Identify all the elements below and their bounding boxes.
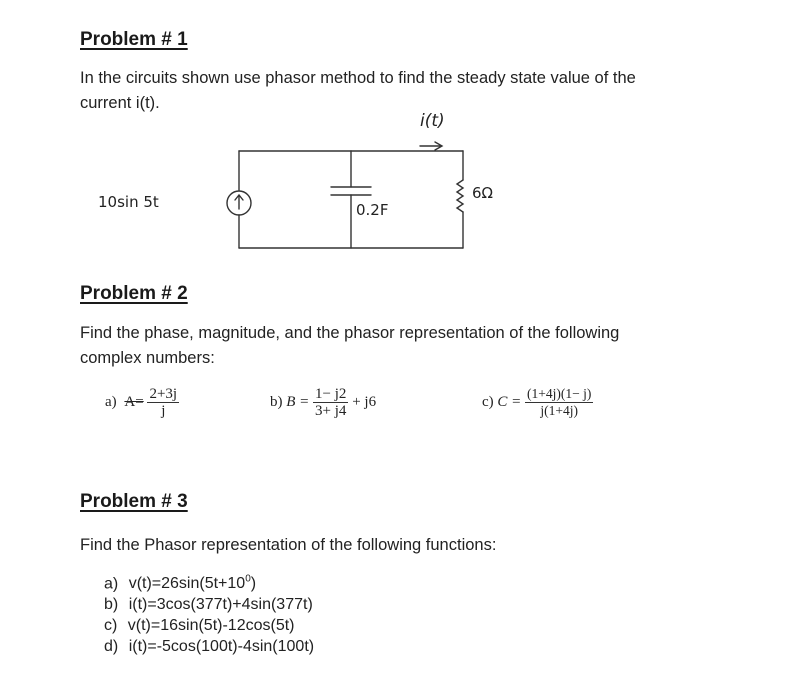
part-c-fraction <box>525 386 593 419</box>
problem-3-text: Find the Phasor representation of the following functions: <box>80 536 497 554</box>
capacitor-label: 0.2F <box>356 201 389 219</box>
problem-2-text-line2: complex numbers: <box>80 349 215 367</box>
item-d-label: d) <box>104 638 119 656</box>
degree-superscript: 0 <box>245 574 251 585</box>
part-c-denominator: j(1+4j) <box>540 403 579 418</box>
part-a-denominator: j <box>161 403 166 419</box>
problem-2-part-a <box>105 386 179 419</box>
list-item <box>104 569 314 594</box>
circuit-diagram <box>0 0 795 300</box>
item-a-label: a) <box>104 575 119 593</box>
part-a-label: a) <box>105 393 117 410</box>
problem-2-part-c <box>482 386 593 419</box>
problem-2-part-b <box>270 386 376 419</box>
problem-2-text-line1: Find the phase, magnitude, and the phasor representation of the following <box>80 324 620 342</box>
current-label: i(t) <box>420 111 445 131</box>
part-b-numerator: 1− j2 <box>315 386 347 402</box>
part-b-fraction <box>313 386 348 419</box>
problem-1-text-line2: current i(t). <box>80 94 160 112</box>
list-item <box>104 636 314 657</box>
problem-1-text-line1: In the circuits shown use phasor method to find the steady state value of the <box>80 69 636 87</box>
item-a-expr: $v(t)=26\sin(5t+10^0)$ <box>128 574 257 593</box>
item-b-expr: i(t)=3cos(377t)+4sin(377t) <box>128 596 313 614</box>
part-a-var: A= <box>124 393 144 410</box>
part-c-numerator: (1+4j)(1− j) <box>527 386 592 401</box>
resistor-zigzag-icon <box>457 180 463 212</box>
part-b-label: b) <box>270 393 283 410</box>
part-a-fraction <box>147 386 179 419</box>
part-a-numerator: 2+3j <box>149 386 178 402</box>
item-c-expr: v(t)=16sin(5t)-12cos(5t) <box>127 617 295 635</box>
part-b-var: B = <box>286 393 310 410</box>
problem-1-title: Problem # 1 <box>80 29 188 50</box>
item-d-expr: i(t)=-5cos(100t)-4sin(100t) <box>128 638 315 656</box>
resistor-label: 6Ω <box>472 184 494 202</box>
part-c-label: c) <box>482 393 494 410</box>
part-b-tail: + j6 <box>352 393 377 410</box>
problem-2-text <box>80 321 720 371</box>
list-item <box>104 615 314 636</box>
source-label: 10sin 5t <box>98 193 159 211</box>
item-c-label: c) <box>104 617 118 635</box>
part-b-denominator: 3+ j4 <box>315 403 347 419</box>
part-c-var: C = <box>497 393 522 410</box>
item-b-label: b) <box>104 596 119 614</box>
problem-3-list <box>104 569 314 657</box>
problem-2-title: Problem # 2 <box>80 283 188 304</box>
problem-3-title: Problem # 3 <box>80 491 188 512</box>
list-item <box>104 594 314 615</box>
